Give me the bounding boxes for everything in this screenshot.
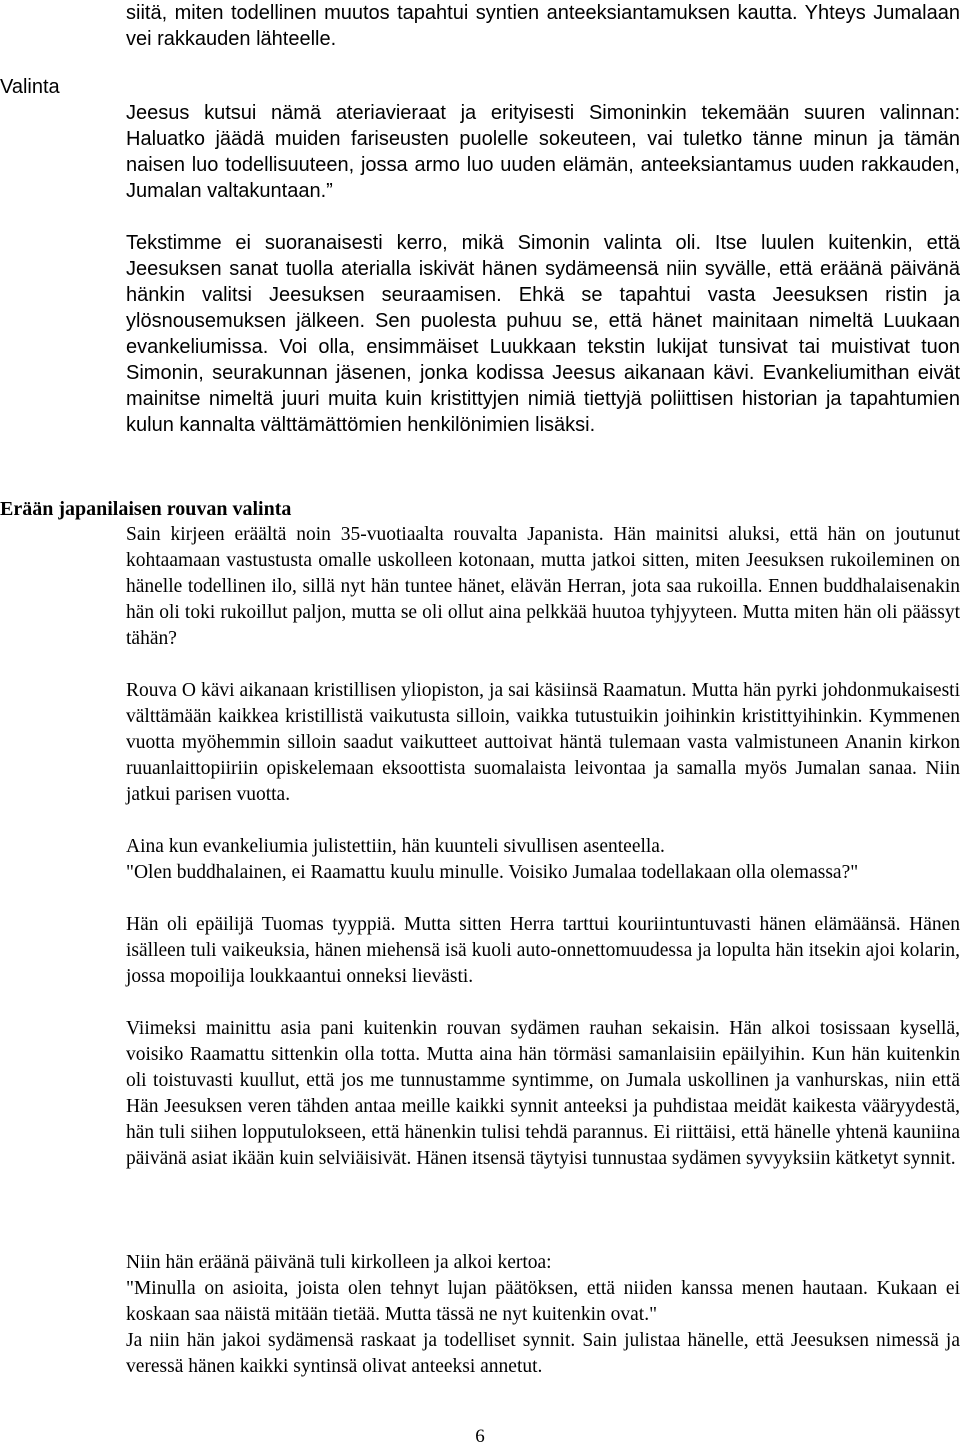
section-heading-valinta: Valinta xyxy=(0,76,60,98)
paragraph: "Olen buddhalainen, ei Raamattu kuulu minulle. Voisiko Jumalaa todellakaan olla olemassa?" xyxy=(126,862,859,883)
page-number: 6 xyxy=(475,1426,485,1447)
paragraph: Sain kirjeen eräältä noin 35-vuotiaalta rouvalta Japanista. Hän mainitsi aluksi, että hän on joutunut kohtaamaan vastustusta omalle uskolleen kotonaan, mutta jatkoi sitten, miten Jeesuksen rukoileminen on hänelle todellinen ilo, sillä nyt hän tuntee hänet, elävän Herran, jota saa rukoilla. Ennen buddhalaisenakin hän oli toki rukoillut paljon, mutta se oli ollut aina pelkkää huutoa tyhjyyteen. Mutta miten hän oli päässyt tähän? xyxy=(126,524,960,649)
paragraph: Ja niin hän jakoi sydämensä raskaat ja todelliset synnit. Sain julistaa hänelle, että Jeesuksen nimessä ja veressä hänen kaikki syntinsä olivat anteeksi annetut. xyxy=(126,1330,960,1377)
paragraph: Jeesus kutsui nämä ateriavieraat ja erityisesti Simoninkin tekemään suuren valinnan: Haluatko jäädä muiden fariseusten puolelle sokeuteen, vai tuletko tänne minun ja tämän naisen luo todellisuuteen, jossa armo luo uuden elämän, anteeksiantamus uuden rakkauden, Jumalan valtakuntaan.” xyxy=(126,102,960,202)
paragraph: Niin hän eräänä päivänä tuli kirkolleen ja alkoi kertoa: xyxy=(126,1252,552,1273)
paragraph: "Minulla on asioita, joista olen tehnyt lujan päätöksen, että niiden kanssa menen hautaan. Kukaan ei koskaan saa näistä mitään tietää. Mutta tässä ne nyt kuitenkin ovat." xyxy=(126,1278,960,1325)
section-heading-japanese: Erään japanilaisen rouvan valinta xyxy=(0,498,292,520)
paragraph: Hän oli epäilijä Tuomas tyyppiä. Mutta sitten Herra tarttui kouriintuntuvasti hänen elämäänsä. Hänen isälleen tuli vaikeuksia, hänen miehensä isä kuoli auto-onnettomuudessa ja lopulta hän itsekin ajoi kolarin, jossa mopoilija loukkaantui onneksi lievästi. xyxy=(126,914,960,987)
continuation-paragraph: siitä, miten todellinen muutos tapahtui syntien anteeksiantamuksen kautta. Yhteys Jumalaan vei rakkauden lähteelle. xyxy=(126,2,960,50)
paragraph: Rouva O kävi aikanaan kristillisen yliopiston, ja sai käsiinsä Raamatun. Mutta hän pyrki johdonmukaisesti välttämään kaikkea kristillistä vaikutusta silloin, vaikka tutustuikin joihinkin kristittyihinkin. Kymmenen vuotta myöhemmin silloin saadut vaikutteet auttoivat häntä tulemaan vasta valmistuneen Ananin kirkon ruuanlaittopiiriin opiskelemaan eksoottista suomalaista leivontaa ja samalla myös Jumalan sanaa. Niin jatkui parisen vuotta. xyxy=(126,680,960,805)
paragraph: Viimeksi mainittu asia pani kuitenkin rouvan sydämen rauhan sekaisin. Hän alkoi tosissaan kysellä, voisiko Raamattu sittenkin olla totta. Mutta aina hän törmäsi samanlaisiin epäilyihin. Kun hän kuitenkin oli toistuvasti kuullut, että jos me tunnustamme syntimme, on Jumala uskollinen ja vanhurskas, niin että Hän Jeesuksen veren tähden antaa meille kaikki synnit anteeksi ja puhdistaa meidät kaikesta vääryydestä, hän tuli siihen lopputulokseen, että hänenkin tulisi tehdä parannus. Ei riittäisi, että hänelle yhtenä kauniina päivänä asiat ikään kuin selviäisivät. Hänen itsensä täytyisi tunnustaa sydämen syvyyksiin kätketyt synnit. xyxy=(126,1018,960,1169)
paragraph: Tekstimme ei suoranaisesti kerro, mikä Simonin valinta oli. Itse luulen kuitenkin, että Jeesuksen sanat tuolla aterialla iskivät hänen sydämeensä niin syvälle, että eräänä päivänä hänkin valitsi Jeesuksen seuraamisen. Ehkä se tapahtui vasta Jeesuksen ristin ja ylösnousemuksen jälkeen. Sen puolesta puhuu se, että hänet mainitaan nimeltä Luukaan evankeliumissa. Voi olla, ensimmäiset Luukkaan tekstin lukijat tunsivat tai muistivat tuon Simonin, seurakunnan jäsenen, jonka kodissa Jeesus aikanaan kävi. Evankeliumithan eivät mainitse nimeltä juuri muita kuin kristittyjen nimiä tiettyjä poliittisen historian ja tapahtumien kulun kannalta välttämättömien henkilönimien lisäksi. xyxy=(126,232,960,436)
paragraph: Aina kun evankeliumia julistettiin, hän kuunteli sivullisen asenteella. xyxy=(126,836,665,857)
